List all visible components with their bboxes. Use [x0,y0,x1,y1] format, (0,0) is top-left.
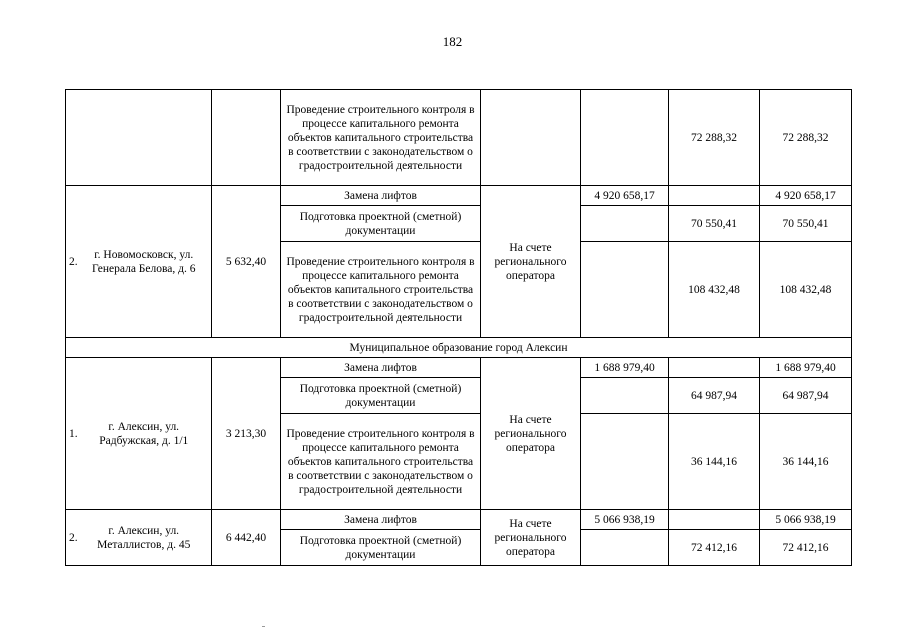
empty-cell [581,242,669,338]
amount-cell: 1 688 979,40 [581,358,669,378]
table-row [66,338,852,358]
area: 3 213,30 [212,358,281,510]
total-cell: 1 688 979,40 [760,358,852,378]
page-number: 182 [442,34,463,49]
row-number: 2. [66,186,77,338]
repair-table [65,89,852,566]
total-cell: 64 987,94 [760,378,852,414]
work-type: Проведение строительного контроля в процессе капитального ремонта объектов капитального строительства в соответствии с законодательством о градостроительной деятельности [281,90,481,186]
empty-cell [581,206,669,242]
area: 5 632,40 [212,186,281,338]
row-number: 2. [66,510,77,566]
amount-cell: 64 987,94 [669,378,760,414]
amount-cell: 72 288,32 [669,90,760,186]
section-title: Муниципальное образование город Алексин [66,338,852,358]
address: г. Алексин, ул. Металлистов, д. 45 [77,510,212,566]
area: 6 442,40 [212,510,281,566]
address: г. Новомосковск, ул. Генерала Белова, д. 6 [77,186,212,338]
amount-cell: 4 920 658,17 [581,186,669,206]
total-cell: 4 920 658,17 [760,186,852,206]
empty-cell [66,90,212,186]
address: г. Алексин, ул. Радбужская, д. 1/1 [77,358,212,510]
empty-cell [669,358,760,378]
total-cell: 72 412,16 [760,530,852,566]
amount-cell: 70 550,41 [669,206,760,242]
work-type: Замена лифтов [281,358,481,378]
table-row [66,358,852,378]
empty-cell [212,90,281,186]
table-row [66,90,852,186]
empty-cell [669,186,760,206]
amount-cell: 5 066 938,19 [581,510,669,530]
empty-cell [581,530,669,566]
work-type: Подготовка проектной (сметной) документации [281,378,481,414]
total-cell: 5 066 938,19 [760,510,852,530]
work-type: Подготовка проектной (сметной) документации [281,206,481,242]
row-number: 1. [66,358,77,510]
work-type: Подготовка проектной (сметной) документации [281,530,481,566]
funding-source: На счете регионального оператора [481,358,581,510]
work-type: Замена лифтов [281,186,481,206]
empty-cell [481,90,581,186]
funding-source: На счете регионального оператора [481,186,581,338]
amount-cell: 108 432,48 [669,242,760,338]
funding-source: На счете регионального оператора [481,510,581,566]
amount-cell: 72 412,16 [669,530,760,566]
table-row [66,510,852,530]
total-cell: 70 550,41 [760,206,852,242]
empty-cell [669,510,760,530]
total-cell: 72 288,32 [760,90,852,186]
table-row [66,186,852,206]
empty-cell [581,378,669,414]
empty-cell [581,90,669,186]
total-cell: 36 144,16 [760,414,852,510]
work-type: Замена лифтов [281,510,481,530]
total-cell: 108 432,48 [760,242,852,338]
amount-cell: 36 144,16 [669,414,760,510]
work-type: Проведение строительного контроля в процессе капитального ремонта объектов капитального строительства в соответствии с законодательством о градостроительной деятельности [281,414,481,510]
work-type: Проведение строительного контроля в процессе капитального ремонта объектов капитального строительства в соответствии с законодательством о градостроительной деятельности [281,242,481,338]
scan-mark [262,626,265,627]
empty-cell [581,414,669,510]
